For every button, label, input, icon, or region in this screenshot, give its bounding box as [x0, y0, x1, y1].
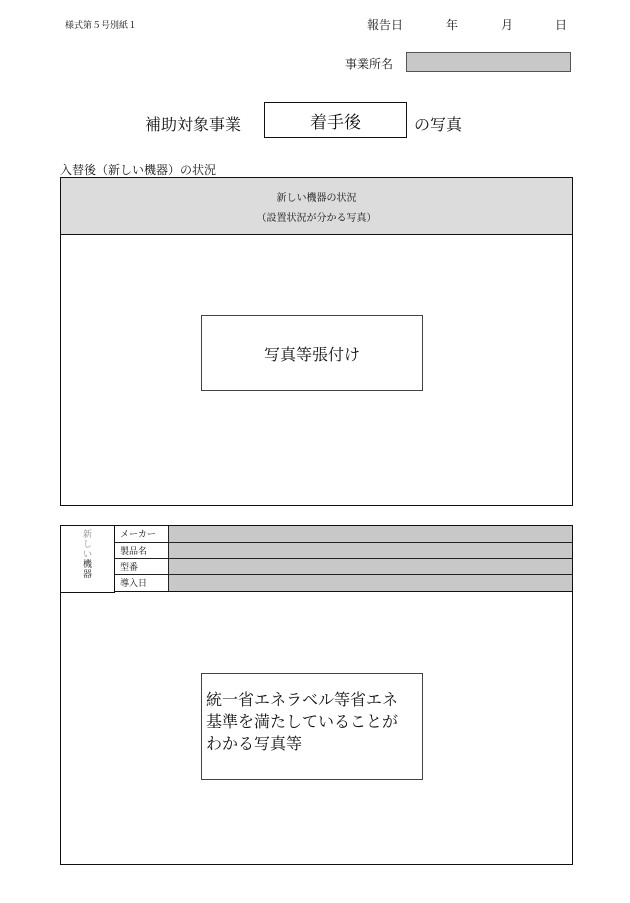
device-info-table: [115, 526, 572, 592]
device-vertical-char: し: [82, 540, 92, 550]
form-id: 様式第５号別紙１: [65, 21, 138, 31]
photo-panel-heading: 新しい機器の状況: [276, 193, 357, 204]
device-vertical-char: 新: [82, 530, 92, 540]
report-month-label: 月: [501, 18, 514, 32]
install-date-label: 導入日: [115, 574, 168, 591]
install-date-field[interactable]: [168, 574, 572, 591]
model-number-field[interactable]: [168, 558, 572, 574]
device-vertical-char: 機: [82, 560, 92, 570]
device-vertical-char: い: [82, 550, 92, 560]
report-date-label: 報告日: [367, 18, 404, 32]
maker-label: メーカー: [115, 526, 168, 542]
photo-panel-subheading: （設置状況が分かる写真）: [256, 213, 377, 224]
report-year-label: 年: [446, 18, 459, 32]
model-number-label: 型番: [115, 558, 168, 574]
product-name-label: 製品名: [115, 542, 168, 558]
table-row: [115, 558, 572, 574]
cert-text-line: 統一省エネラベル等省エネ: [206, 690, 399, 709]
table-row: [115, 542, 572, 558]
stage-box[interactable]: [264, 102, 407, 138]
device-vertical-char: 器: [82, 570, 92, 580]
report-day-label: 日: [555, 18, 568, 32]
section-title: 入替後（新しい機器）の状況: [60, 163, 217, 177]
maker-field[interactable]: [168, 526, 572, 542]
office-name-field[interactable]: [406, 52, 571, 72]
subsidy-project-label: 補助対象事業: [145, 115, 242, 134]
table-row: [115, 574, 572, 591]
product-name-field[interactable]: [168, 542, 572, 558]
photo-panel-header: [61, 178, 572, 235]
photo-paste-label: 写真等張付け: [263, 344, 360, 364]
stage-label: 着手後: [310, 112, 361, 133]
table-row: [115, 526, 572, 542]
energy-label-photo-area[interactable]: [201, 673, 423, 780]
office-name-label: 事業所名: [345, 57, 394, 71]
cert-text-line: わかる写真等: [206, 734, 303, 753]
cert-text-line: 基準を満たしていることが: [206, 712, 399, 731]
photo-suffix-label: の写真: [414, 115, 463, 134]
device-vertical-label: [61, 526, 115, 593]
photo-paste-area[interactable]: [201, 315, 423, 391]
